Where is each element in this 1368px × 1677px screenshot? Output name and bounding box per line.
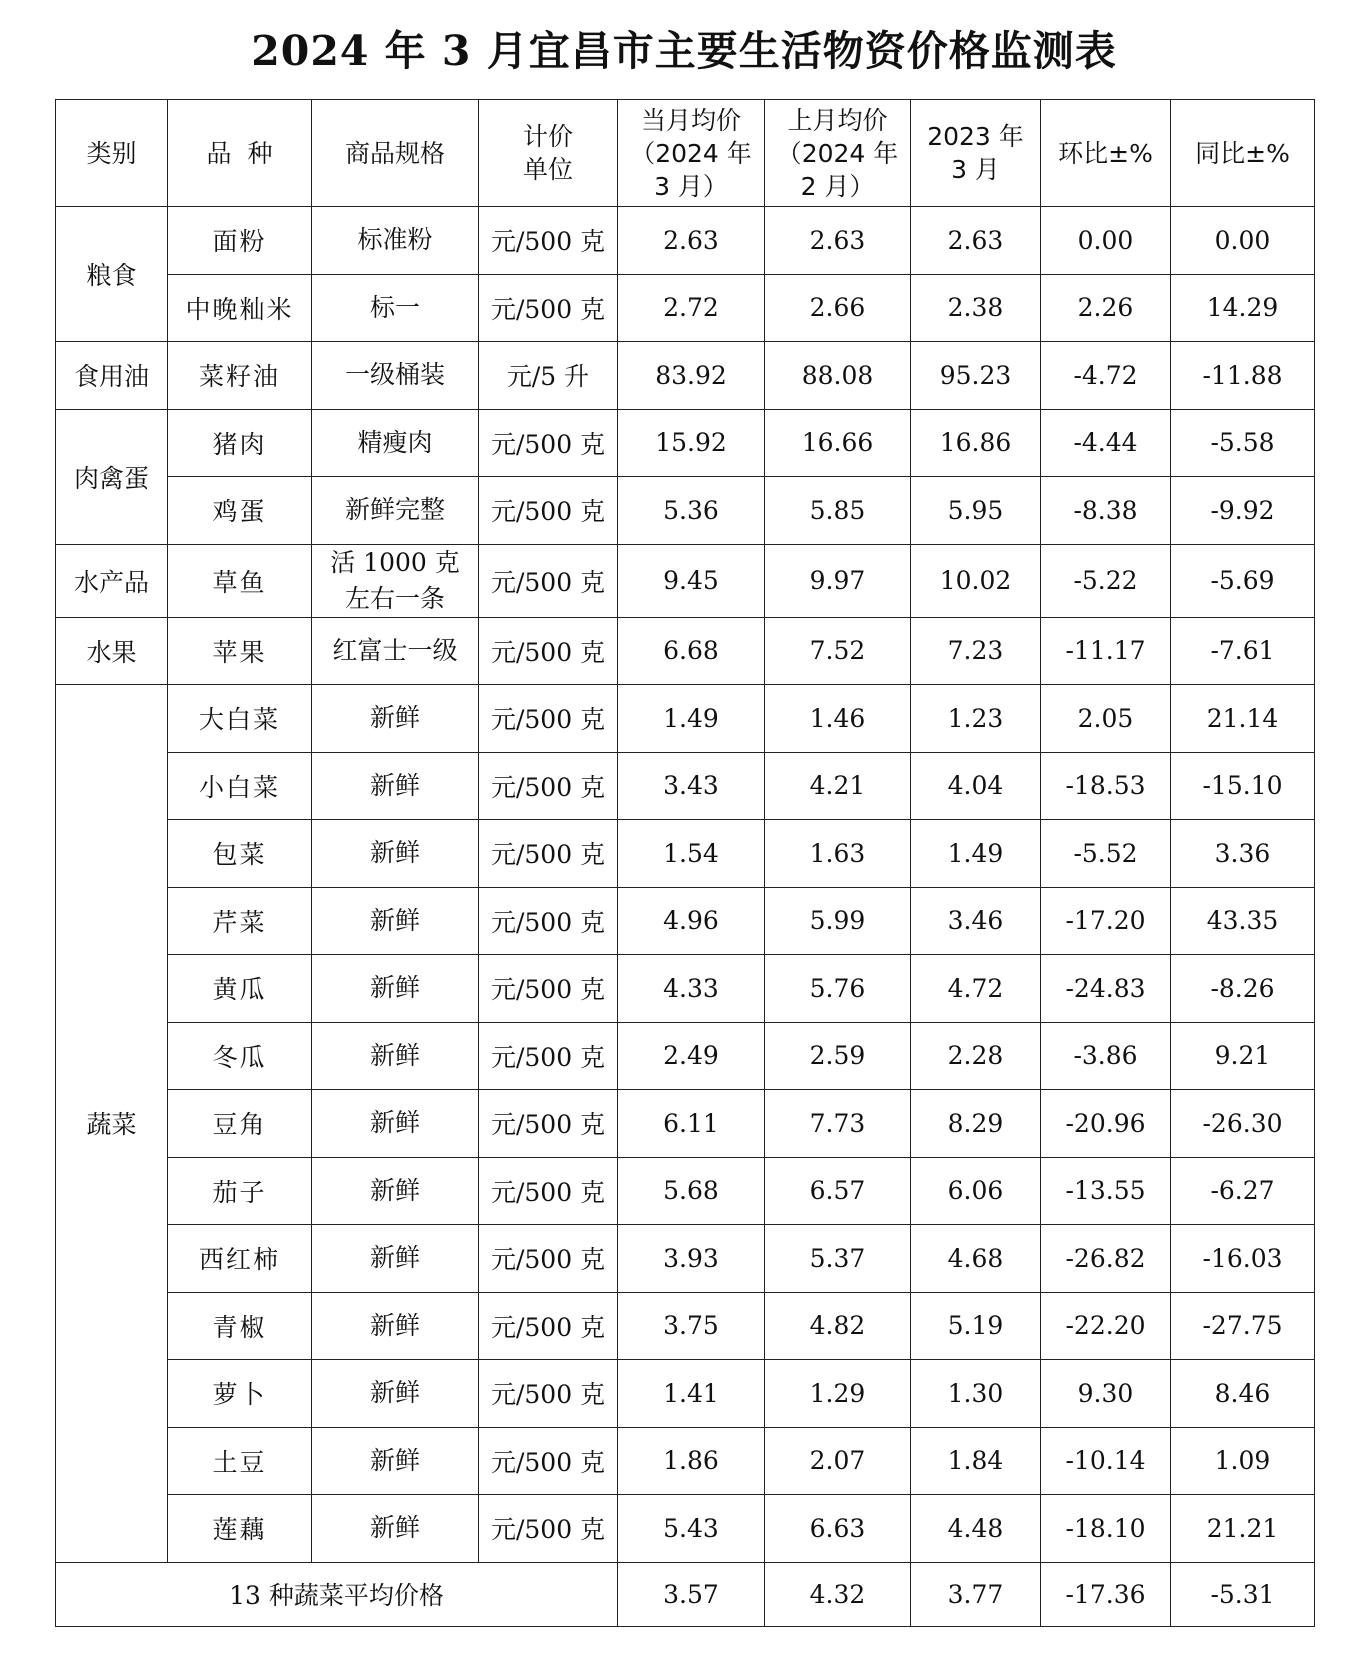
previous-avg-cell: 7.52 <box>765 617 911 685</box>
spec-cell: 新鲜 <box>312 1022 479 1090</box>
last-year-cell: 1.30 <box>911 1360 1041 1428</box>
header-mom: 环比±% <box>1041 100 1171 207</box>
previous-avg-cell: 1.29 <box>765 1360 911 1428</box>
table-row <box>56 1090 1315 1158</box>
previous-avg-cell: 6.63 <box>765 1495 911 1563</box>
spec-cell: 一级桶装 <box>312 342 479 410</box>
table-row <box>56 752 1315 820</box>
mom-cell: -5.52 <box>1041 820 1171 888</box>
variety-cell: 茄子 <box>168 1157 312 1225</box>
previous-avg-cell: 4.82 <box>765 1292 911 1360</box>
header-previous-avg: 上月均价 （2024 年 2 月） <box>765 100 911 207</box>
spec-cell: 新鲜 <box>312 1090 479 1158</box>
mom-cell: -18.10 <box>1041 1495 1171 1563</box>
yoy-cell: -16.03 <box>1171 1225 1315 1293</box>
mom-cell: -8.38 <box>1041 477 1171 545</box>
yoy-cell: -7.61 <box>1171 617 1315 685</box>
variety-cell: 鸡蛋 <box>168 477 312 545</box>
yoy-cell: -5.69 <box>1171 544 1315 617</box>
previous-avg-cell: 88.08 <box>765 342 911 410</box>
spec-cell: 新鲜 <box>312 752 479 820</box>
header-current-avg: 当月均价 （2024 年 3 月） <box>618 100 765 207</box>
previous-avg-cell: 2.63 <box>765 207 911 275</box>
mom-cell: -26.82 <box>1041 1225 1171 1293</box>
unit-cell: 元/500 克 <box>479 1090 618 1158</box>
yoy-cell: 21.14 <box>1171 685 1315 753</box>
variety-cell: 西红柿 <box>168 1225 312 1293</box>
current-avg-cell: 3.93 <box>618 1225 765 1293</box>
header-yoy: 同比±% <box>1171 100 1315 207</box>
yoy-cell: 8.46 <box>1171 1360 1315 1428</box>
variety-cell: 面粉 <box>168 207 312 275</box>
mom-cell: -3.86 <box>1041 1022 1171 1090</box>
previous-avg-cell: 1.46 <box>765 685 911 753</box>
current-avg-cell: 6.68 <box>618 617 765 685</box>
unit-cell: 元/500 克 <box>479 887 618 955</box>
table-row <box>56 1022 1315 1090</box>
yoy-cell: -27.75 <box>1171 1292 1315 1360</box>
yoy-cell: 0.00 <box>1171 207 1315 275</box>
current-avg-cell: 2.72 <box>618 274 765 342</box>
spec-cell: 新鲜 <box>312 820 479 888</box>
last-year-cell: 4.04 <box>911 752 1041 820</box>
unit-cell: 元/5 升 <box>479 342 618 410</box>
yoy-cell: -6.27 <box>1171 1157 1315 1225</box>
current-avg-cell: 15.92 <box>618 409 765 477</box>
variety-cell: 中晚籼米 <box>168 274 312 342</box>
yoy-cell: -15.10 <box>1171 752 1315 820</box>
spec-cell: 新鲜 <box>312 1225 479 1293</box>
variety-cell: 包菜 <box>168 820 312 888</box>
unit-cell: 元/500 克 <box>479 955 618 1023</box>
yoy-cell: 3.36 <box>1171 820 1315 888</box>
previous-avg-cell: 5.37 <box>765 1225 911 1293</box>
spec-cell: 标准粉 <box>312 207 479 275</box>
previous-avg-cell: 2.66 <box>765 274 911 342</box>
previous-avg-cell: 2.59 <box>765 1022 911 1090</box>
table-row <box>56 1495 1315 1563</box>
header-variety: 品 种 <box>168 100 312 207</box>
last-year-cell: 8.29 <box>911 1090 1041 1158</box>
last-year-cell: 3.46 <box>911 887 1041 955</box>
table-row <box>56 409 1315 477</box>
variety-cell: 萝卜 <box>168 1360 312 1428</box>
mom-cell: -24.83 <box>1041 955 1171 1023</box>
previous-avg-cell: 1.63 <box>765 820 911 888</box>
header-row <box>56 100 1315 207</box>
current-avg-cell: 9.45 <box>618 544 765 617</box>
mom-cell: -18.53 <box>1041 752 1171 820</box>
yoy-cell: -11.88 <box>1171 342 1315 410</box>
yoy-cell: 43.35 <box>1171 887 1315 955</box>
yoy-cell: 21.21 <box>1171 1495 1315 1563</box>
unit-cell: 元/500 克 <box>479 1495 618 1563</box>
header-spec: 商品规格 <box>312 100 479 207</box>
unit-cell: 元/500 克 <box>479 409 618 477</box>
last-year-cell: 6.06 <box>911 1157 1041 1225</box>
unit-cell: 元/500 克 <box>479 207 618 275</box>
last-year-cell: 5.95 <box>911 477 1041 545</box>
current-avg-cell: 1.86 <box>618 1427 765 1495</box>
table-row <box>56 544 1315 617</box>
mom-cell: -13.55 <box>1041 1157 1171 1225</box>
summary-yoy: -5.31 <box>1171 1562 1315 1626</box>
table-row <box>56 1360 1315 1428</box>
table-row <box>56 477 1315 545</box>
yoy-cell: 9.21 <box>1171 1022 1315 1090</box>
category-cell: 水果 <box>56 617 168 685</box>
category-cell: 食用油 <box>56 342 168 410</box>
category-cell: 水产品 <box>56 544 168 617</box>
unit-cell: 元/500 克 <box>479 1292 618 1360</box>
current-avg-cell: 6.11 <box>618 1090 765 1158</box>
page-title: 2024 年 3 月宜昌市主要生活物资价格监测表 <box>251 27 1117 75</box>
table-row <box>56 820 1315 888</box>
spec-cell: 新鲜 <box>312 685 479 753</box>
summary-mom: -17.36 <box>1041 1562 1171 1626</box>
previous-avg-cell: 7.73 <box>765 1090 911 1158</box>
spec-cell: 新鲜 <box>312 1360 479 1428</box>
previous-avg-cell: 5.85 <box>765 477 911 545</box>
spec-cell: 标一 <box>312 274 479 342</box>
unit-cell: 元/500 克 <box>479 1427 618 1495</box>
mom-cell: -20.96 <box>1041 1090 1171 1158</box>
summary-row <box>56 1562 1315 1626</box>
mom-cell: -10.14 <box>1041 1427 1171 1495</box>
spec-cell: 新鲜 <box>312 955 479 1023</box>
current-avg-cell: 1.54 <box>618 820 765 888</box>
spec-cell: 新鲜 <box>312 1495 479 1563</box>
unit-cell: 元/500 克 <box>479 1157 618 1225</box>
previous-avg-cell: 5.99 <box>765 887 911 955</box>
unit-cell: 元/500 克 <box>479 617 618 685</box>
mom-cell: -5.22 <box>1041 544 1171 617</box>
category-cell: 粮食 <box>56 207 168 342</box>
spec-cell: 新鲜完整 <box>312 477 479 545</box>
table-row <box>56 685 1315 753</box>
unit-cell: 元/500 克 <box>479 1360 618 1428</box>
header-unit: 计价 单位 <box>479 100 618 207</box>
variety-cell: 黄瓜 <box>168 955 312 1023</box>
variety-cell: 草鱼 <box>168 544 312 617</box>
mom-cell: 0.00 <box>1041 207 1171 275</box>
mom-cell: 9.30 <box>1041 1360 1171 1428</box>
variety-cell: 莲藕 <box>168 1495 312 1563</box>
unit-cell: 元/500 克 <box>479 685 618 753</box>
current-avg-cell: 83.92 <box>618 342 765 410</box>
summary-last-year: 3.77 <box>911 1562 1041 1626</box>
table-row <box>56 207 1315 275</box>
mom-cell: 2.26 <box>1041 274 1171 342</box>
current-avg-cell: 4.96 <box>618 887 765 955</box>
previous-avg-cell: 6.57 <box>765 1157 911 1225</box>
summary-previous-avg: 4.32 <box>765 1562 911 1626</box>
previous-avg-cell: 2.07 <box>765 1427 911 1495</box>
last-year-cell: 7.23 <box>911 617 1041 685</box>
price-table <box>55 99 1315 1627</box>
table-row <box>56 274 1315 342</box>
table-row <box>56 1292 1315 1360</box>
summary-current-avg: 3.57 <box>618 1562 765 1626</box>
previous-avg-cell: 16.66 <box>765 409 911 477</box>
last-year-cell: 16.86 <box>911 409 1041 477</box>
mom-cell: 2.05 <box>1041 685 1171 753</box>
last-year-cell: 1.49 <box>911 820 1041 888</box>
spec-cell: 新鲜 <box>312 1292 479 1360</box>
spec-cell: 新鲜 <box>312 1157 479 1225</box>
table-row <box>56 617 1315 685</box>
current-avg-cell: 2.49 <box>618 1022 765 1090</box>
spec-cell: 活 1000 克 左右一条 <box>312 544 479 617</box>
variety-cell: 冬瓜 <box>168 1022 312 1090</box>
yoy-cell: -8.26 <box>1171 955 1315 1023</box>
table-row <box>56 1427 1315 1495</box>
yoy-cell: 14.29 <box>1171 274 1315 342</box>
yoy-cell: -5.58 <box>1171 409 1315 477</box>
last-year-cell: 4.72 <box>911 955 1041 1023</box>
unit-cell: 元/500 克 <box>479 1225 618 1293</box>
previous-avg-cell: 5.76 <box>765 955 911 1023</box>
unit-cell: 元/500 克 <box>479 477 618 545</box>
spec-cell: 精瘦肉 <box>312 409 479 477</box>
category-cell: 肉禽蛋 <box>56 409 168 544</box>
unit-cell: 元/500 克 <box>479 752 618 820</box>
mom-cell: -4.72 <box>1041 342 1171 410</box>
unit-cell: 元/500 克 <box>479 820 618 888</box>
yoy-cell: 1.09 <box>1171 1427 1315 1495</box>
spec-cell: 新鲜 <box>312 1427 479 1495</box>
last-year-cell: 95.23 <box>911 342 1041 410</box>
header-category: 类别 <box>56 100 168 207</box>
last-year-cell: 4.68 <box>911 1225 1041 1293</box>
unit-cell: 元/500 克 <box>479 1022 618 1090</box>
current-avg-cell: 1.49 <box>618 685 765 753</box>
last-year-cell: 1.23 <box>911 685 1041 753</box>
mom-cell: -4.44 <box>1041 409 1171 477</box>
header-last-year: 2023 年 3 月 <box>911 100 1041 207</box>
last-year-cell: 2.28 <box>911 1022 1041 1090</box>
current-avg-cell: 3.43 <box>618 752 765 820</box>
current-avg-cell: 1.41 <box>618 1360 765 1428</box>
current-avg-cell: 3.75 <box>618 1292 765 1360</box>
table-row <box>56 1157 1315 1225</box>
current-avg-cell: 5.36 <box>618 477 765 545</box>
last-year-cell: 2.63 <box>911 207 1041 275</box>
summary-label: 13 种蔬菜平均价格 <box>56 1562 618 1626</box>
current-avg-cell: 4.33 <box>618 955 765 1023</box>
previous-avg-cell: 9.97 <box>765 544 911 617</box>
variety-cell: 菜籽油 <box>168 342 312 410</box>
table-row <box>56 887 1315 955</box>
variety-cell: 土豆 <box>168 1427 312 1495</box>
mom-cell: -17.20 <box>1041 887 1171 955</box>
mom-cell: -22.20 <box>1041 1292 1171 1360</box>
current-avg-cell: 5.43 <box>618 1495 765 1563</box>
variety-cell: 青椒 <box>168 1292 312 1360</box>
spec-cell: 红富士一级 <box>312 617 479 685</box>
variety-cell: 猪肉 <box>168 409 312 477</box>
last-year-cell: 5.19 <box>911 1292 1041 1360</box>
variety-cell: 小白菜 <box>168 752 312 820</box>
last-year-cell: 1.84 <box>911 1427 1041 1495</box>
variety-cell: 大白菜 <box>168 685 312 753</box>
last-year-cell: 10.02 <box>911 544 1041 617</box>
variety-cell: 苹果 <box>168 617 312 685</box>
spec-cell: 新鲜 <box>312 887 479 955</box>
last-year-cell: 4.48 <box>911 1495 1041 1563</box>
table-row <box>56 1225 1315 1293</box>
table-row <box>56 955 1315 1023</box>
unit-cell: 元/500 克 <box>479 274 618 342</box>
yoy-cell: -26.30 <box>1171 1090 1315 1158</box>
table-row <box>56 342 1315 410</box>
current-avg-cell: 2.63 <box>618 207 765 275</box>
unit-cell: 元/500 克 <box>479 544 618 617</box>
variety-cell: 豆角 <box>168 1090 312 1158</box>
last-year-cell: 2.38 <box>911 274 1041 342</box>
category-cell: 蔬菜 <box>56 685 168 1563</box>
current-avg-cell: 5.68 <box>618 1157 765 1225</box>
previous-avg-cell: 4.21 <box>765 752 911 820</box>
mom-cell: -11.17 <box>1041 617 1171 685</box>
variety-cell: 芹菜 <box>168 887 312 955</box>
yoy-cell: -9.92 <box>1171 477 1315 545</box>
